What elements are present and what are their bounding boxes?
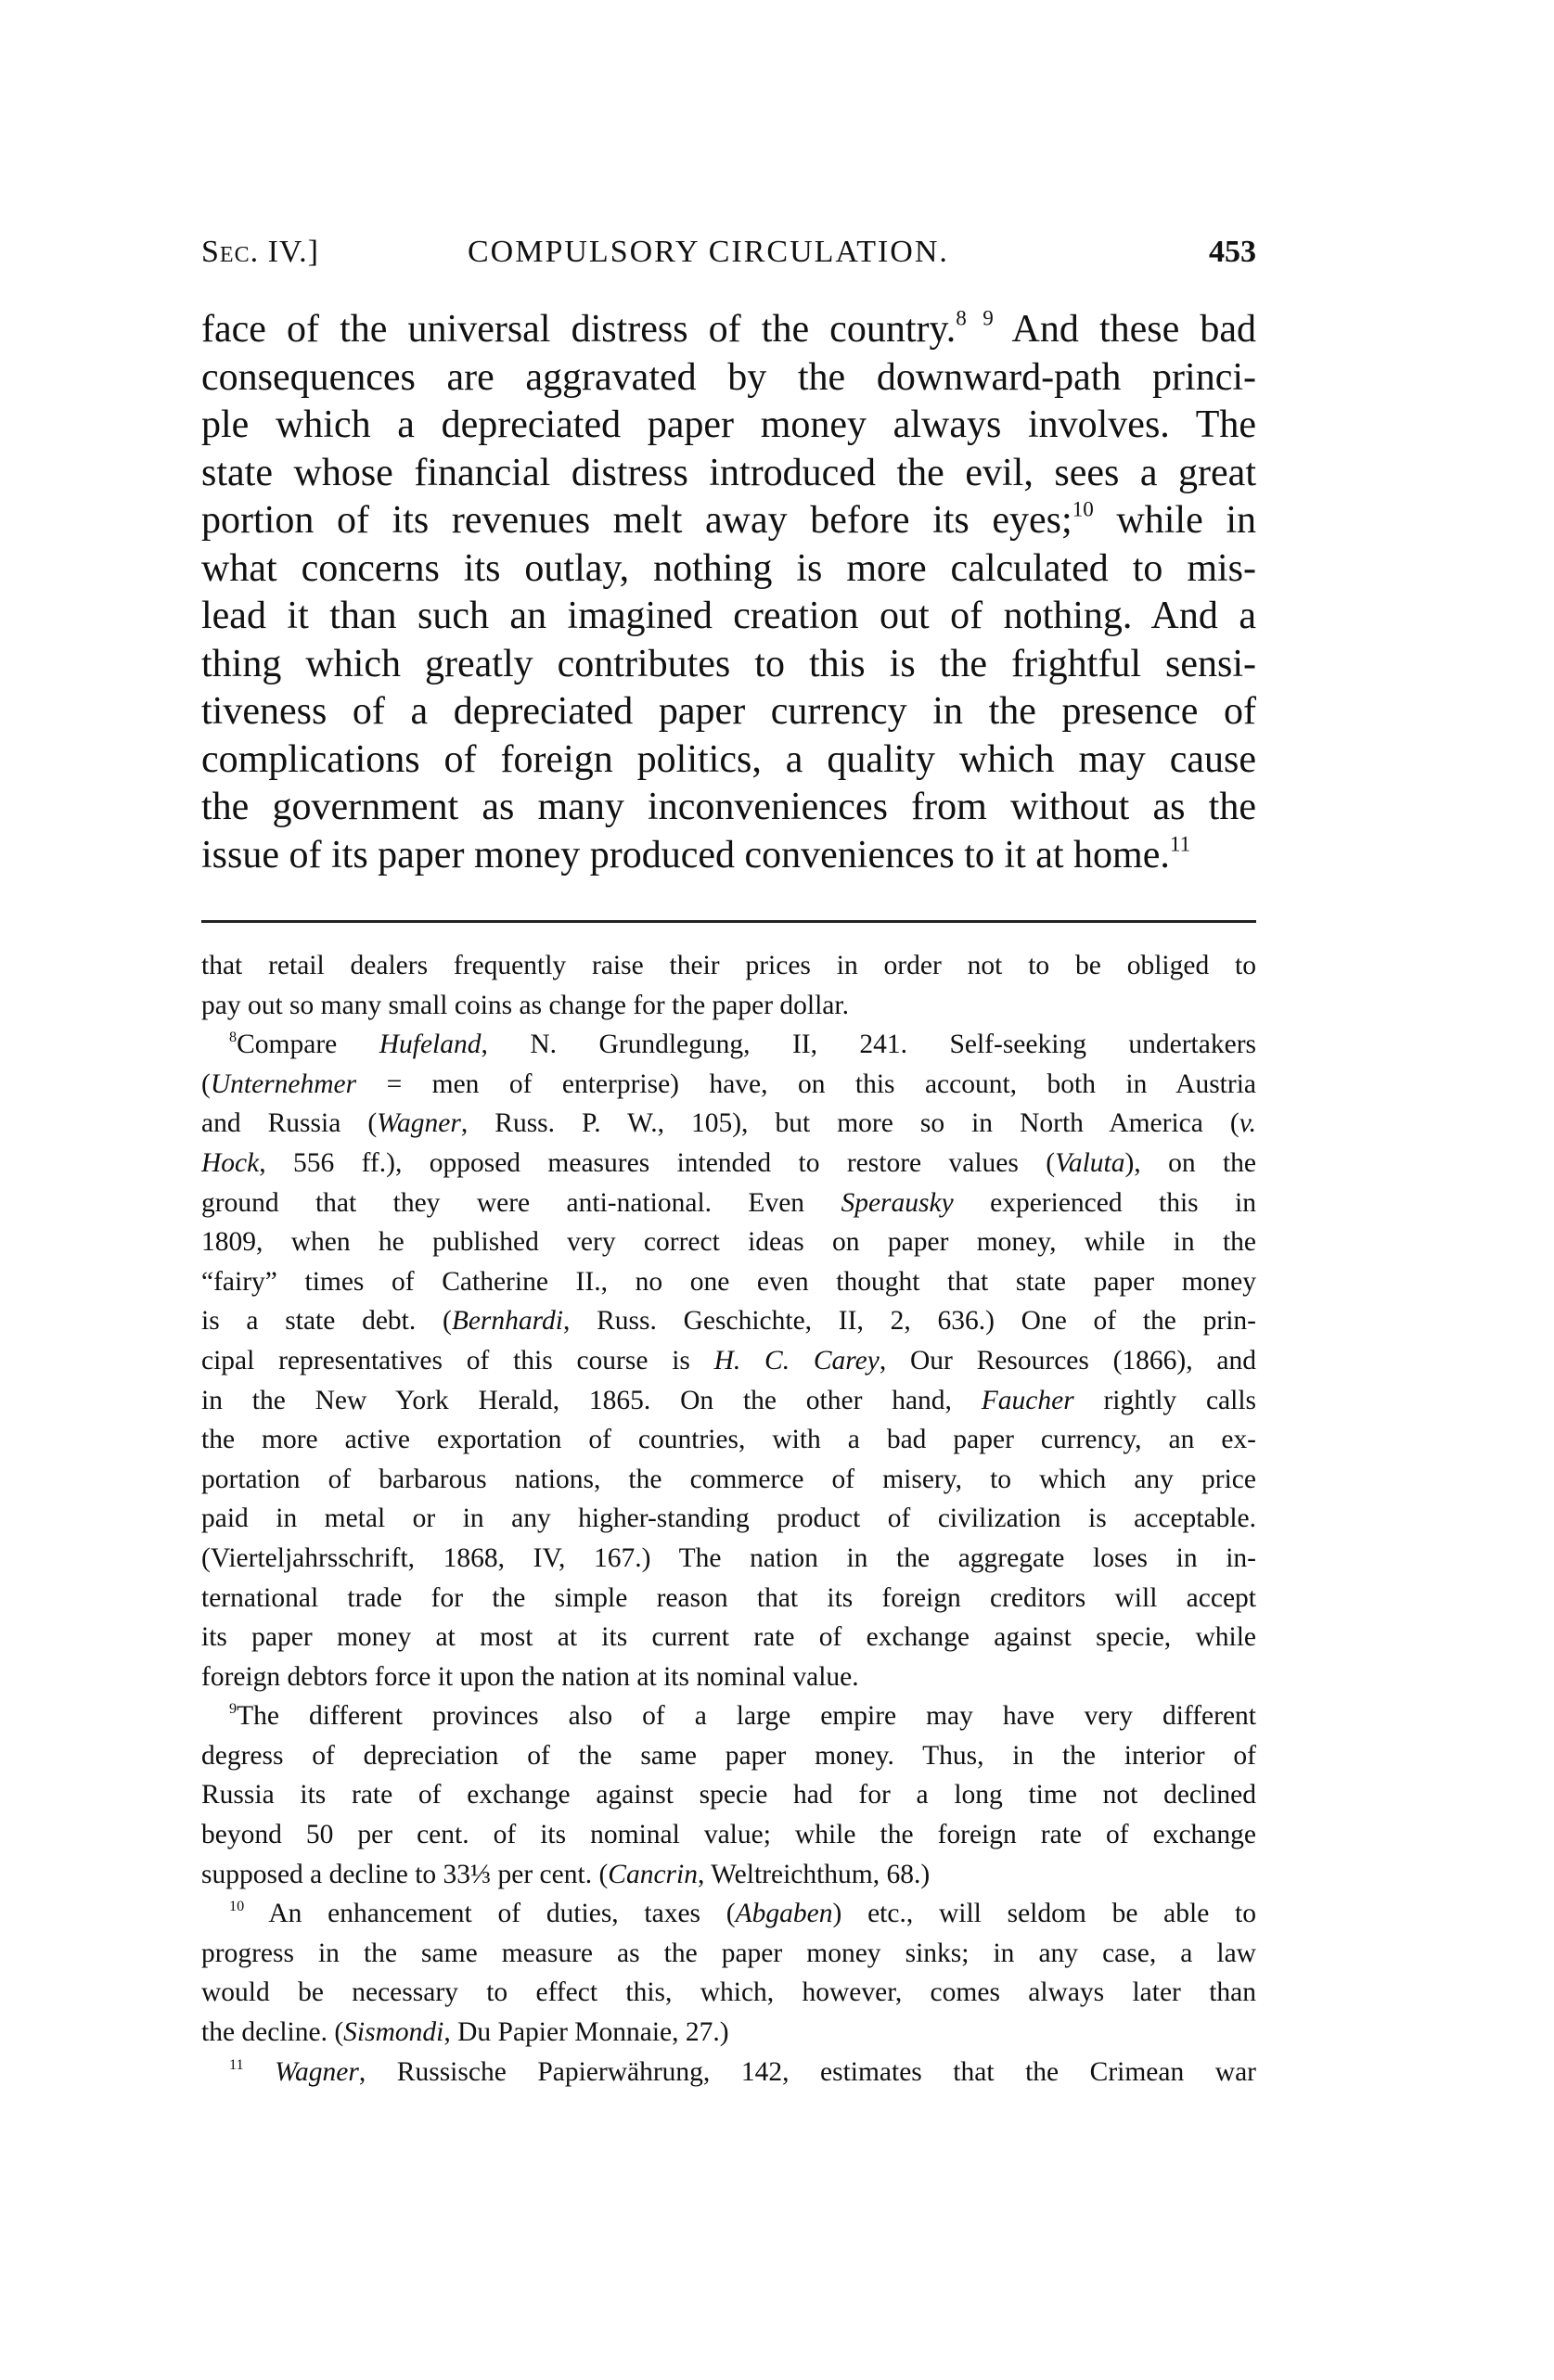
footnote-marker: 8 9 [956,305,994,330]
text-run: in the New York Herald, 1865. On the other hand, [201,1385,982,1415]
footnote-line [201,1460,1256,1500]
text-line [201,736,1256,785]
text-run: Russia its rate of exchange against specie had for a long time not declined [201,1780,1256,1811]
text-run: portation of barbarous nations, the commerce of misery, to which any price [201,1464,1256,1494]
text-run: would be necessary to effect this, which, however, comes always later than [201,1977,1256,2008]
text-line [201,402,1256,450]
italic-citation: Abgaben [735,1899,833,1929]
text-run: portion of its revenues melt away before its eyes; [201,499,1072,542]
italic-citation: Bernhardi [451,1306,563,1337]
text-run: state whose financial distress introduced the evil, sees a great [201,451,1256,494]
text-line [201,450,1256,498]
text-run: And these bad [993,308,1257,351]
text-run: progress in the same measure as the paper money sinks; in any case, a law [201,1938,1256,1968]
text-run: while in [1093,499,1256,542]
text-line [201,784,1256,832]
text-run: foreign debtors force it upon the nation at its nominal value. [201,1661,859,1692]
text-run: issue of its paper money produced conveniences to it at home. [201,833,1170,877]
text-line [201,354,1256,403]
text-run: face of the universal distress of the country. [201,308,957,351]
footnote-marker: 10 [229,1898,245,1915]
text-run: “fairy” times of Catherine II., no one even thought that state paper money [201,1266,1256,1297]
text-run: ), on the [1124,1147,1256,1178]
italic-citation: Hufeland [379,1030,482,1060]
chapter-title: COMPULSORY CIRCULATION. [468,235,949,269]
footnote-marker: 11 [229,2055,244,2073]
text-line [201,306,1256,354]
footnote-line [201,1184,1256,1223]
footnote-line [201,1775,1256,1815]
italic-citation: Wagner [377,1108,461,1139]
text-run: , Our Resources (1866), and [879,1345,1256,1376]
footnote-marker: 11 [1169,831,1191,856]
text-line [201,688,1256,736]
italic-citation: Wagner [275,2056,359,2087]
running-head [201,232,1256,273]
footnote-marker: 8 [229,1029,238,1046]
text-run: ( [201,1068,211,1099]
footnote-line [201,1222,1256,1262]
text-run: is a state debt. ( [201,1306,452,1337]
footnote-line [201,1736,1256,1776]
italic-citation: Hock [201,1147,260,1178]
footnote-line [201,1815,1256,1855]
text-run [244,2057,276,2087]
footnotes [201,946,1256,2092]
text-line [201,593,1256,641]
footnote-line [201,1262,1256,1302]
italic-citation: Unternehmer [210,1068,357,1099]
text-run: , Russische Papierwährung, 142, estimates that the Crimean war [358,2056,1257,2087]
footnote-line [201,1341,1256,1381]
footnote-line [201,2013,1256,2053]
text-run: , Russ. Geschichte, II, 2, 636.) One of the prin- [563,1306,1256,1337]
text-run: the decline. ( [201,2017,344,2048]
footnote-rule [201,920,1256,923]
page-number: 453 [1209,235,1256,269]
section-label: Sec. IV.] [201,235,319,269]
text-run: An enhancement of duties, taxes ( [244,1899,736,1929]
text-run: pay out so many small coins as change for the paper dollar. [201,990,849,1020]
text-run: experienced this in [953,1187,1256,1218]
footnote-line [201,1973,1256,2013]
text-run: the government as many inconveniences from without as the [201,786,1256,828]
footnote-line [201,1894,1256,1934]
italic-citation: Sperausky [841,1187,954,1218]
footnote-line [201,1855,1256,1895]
text-run: The different provinces also of a large empire may have very different [237,1701,1256,1732]
text-run: ground that they were anti-national. Even [201,1187,841,1218]
footnote-line [201,1144,1256,1184]
italic-citation: Faucher [981,1385,1074,1415]
footnote-line [201,1696,1256,1736]
text-run: paid in metal or in any higher-standing product of civilization is acceptable. [201,1503,1256,1534]
text-run: rightly calls [1073,1385,1256,1415]
italic-citation: v. [1239,1108,1256,1139]
footnote-marker: 9 [229,1700,238,1718]
text-run: supposed a decline to 33⅓ per cent. ( [201,1859,609,1889]
footnote-line [201,1381,1256,1421]
text-run: , Du Papier Monnaie, 27.) [443,2017,729,2048]
text-run: what concerns its outlay, nothing is more calculated to mis- [201,546,1256,590]
text-run: thing which greatly contributes to this is the frightful sensi- [201,642,1256,685]
footnote-line [201,1301,1256,1341]
footnote-line [201,1065,1256,1105]
text-run: ) etc., will seldom be able to [832,1899,1256,1929]
footnote-line [201,1934,1256,1974]
footnote-line [201,946,1256,986]
text-line [201,497,1256,545]
footnote-line [201,1025,1256,1065]
italic-citation: Valuta [1055,1147,1125,1178]
footnote-line [201,1499,1256,1539]
text-line [201,641,1256,689]
text-run: Compare [237,1030,379,1060]
text-run: consequences are aggravated by the downward-path princi- [201,355,1256,399]
text-run: that retail dealers frequently raise their prices in order not to be obliged to [201,951,1256,980]
footnote-line [201,1657,1256,1697]
text-run: degress of depreciation of the same paper money. Thus, in the interior of [201,1740,1256,1771]
main-text [201,306,1256,879]
footnote-line [201,1420,1256,1460]
text-run: , 556 ff.), opposed measures intended to restore values ( [259,1147,1056,1178]
text-run: the more active exportation of countries, with a bad paper currency, an ex- [201,1425,1256,1455]
text-run: , Russ. P. W., 105), but more so in North America ( [460,1108,1239,1139]
footnote-line [201,2053,1256,2092]
footnote-line [201,986,1256,1026]
text-run: , Weltreichthum, 68.) [697,1859,931,1889]
text-run: ternational trade for the simple reason that its foreign creditors will accept [201,1582,1256,1613]
text-run: beyond 50 per cent. of its nominal value; while the foreign rate of exchange [201,1820,1256,1850]
text-run: and Russia ( [201,1108,378,1139]
text-run: (Vierteljahrsschrift, 1868, IV, 167.) The nation in the aggregate loses in in- [201,1542,1256,1573]
text-run: tiveness of a depreciated paper currency in the presence of [201,690,1256,733]
text-run: complications of foreign politics, a quality which may cause [201,737,1256,781]
footnote-line [201,1618,1256,1657]
footnote-line [201,1539,1256,1579]
italic-citation: Sismondi [343,2017,444,2048]
footnote-marker: 10 [1072,496,1094,521]
footnote-line [201,1579,1256,1619]
footnote-line [201,1104,1256,1144]
text-line [201,545,1256,594]
text-run: , N. Grundlegung, II, 241. Self-seeking undertakers [481,1030,1256,1060]
italic-citation: Cancrin [608,1859,698,1889]
italic-citation: H. C. Carey [713,1345,880,1376]
text-run: 1809, when he published very correct ideas on paper money, while in the [201,1227,1256,1258]
text-run: lead it than such an imagined creation out of nothing. And a [201,595,1256,637]
text-line [201,832,1256,880]
text-run: its paper money at most at its current rate of exchange against specie, while [201,1622,1256,1653]
text-run: = men of enterprise) have, on this account, both in Austria [356,1068,1256,1099]
text-run: cipal representatives of this course is [201,1345,714,1376]
text-run: ple which a depreciated paper money always involves. The [201,403,1256,446]
